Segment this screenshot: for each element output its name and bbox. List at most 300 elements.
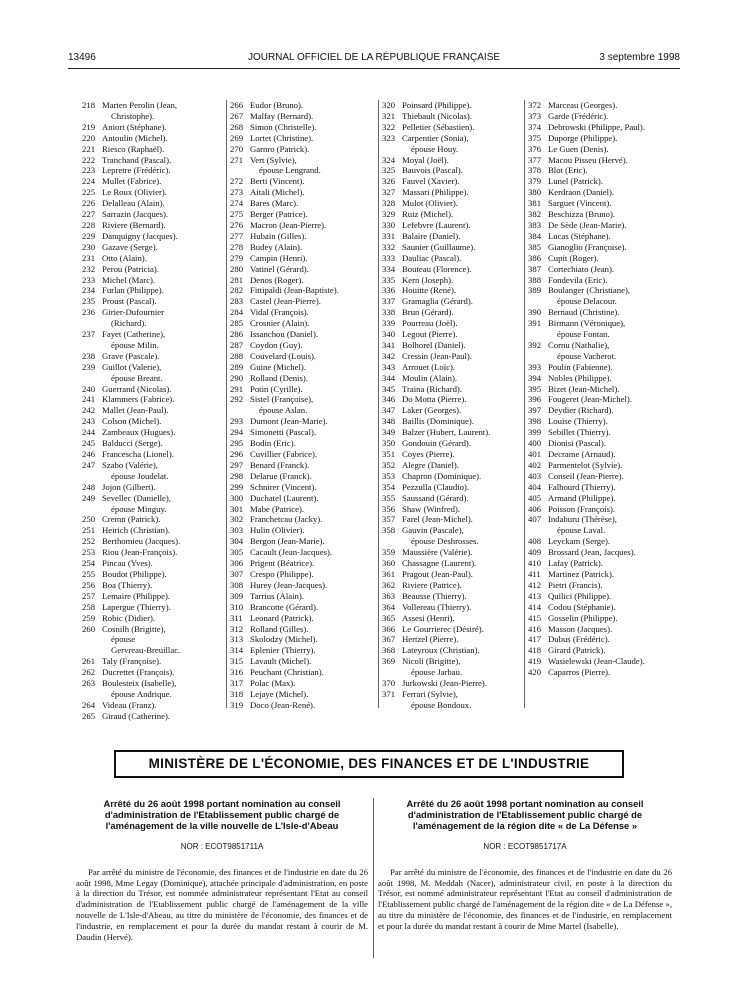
entry-name: Duchatel (Laurent). — [250, 492, 319, 503]
decree-nor: NOR : ECOT9851717A — [483, 841, 567, 851]
entry-name: Riviere (Patrice). — [402, 579, 462, 590]
entry-name: Cuvillier (Fabrice). — [250, 449, 318, 459]
entry-name: Vert (Sylvie), — [250, 154, 297, 165]
list-item — [528, 569, 688, 580]
entry-number: 400 — [528, 438, 542, 449]
entry-name: Saunier (Guillaume). — [402, 241, 476, 252]
entry-name: Hertzel (Pierre). — [402, 634, 459, 645]
entry-name: Coydon (Guy). — [250, 339, 303, 350]
entry-name: Wasielewski (Jean-Claude). — [548, 656, 645, 667]
entry-name: Bares (Marc). — [250, 198, 299, 209]
entry-name: Legout (Pierre). — [402, 329, 458, 340]
entry-name: Videau (Franz). — [102, 699, 157, 710]
entry-number: 276 — [230, 219, 244, 230]
entry-number: 254 — [82, 558, 96, 569]
list-item — [528, 242, 688, 253]
list-item — [528, 165, 688, 176]
list-item — [82, 449, 223, 460]
entry-continuation: épouse Milin. — [111, 339, 159, 350]
entry-name: Dionisi (Pascal). — [548, 438, 606, 449]
entry-name: Girard (Patrick). — [548, 645, 606, 656]
entry-number: 388 — [528, 274, 542, 285]
entry-name: Chapron (Dominique). — [402, 470, 482, 481]
entry-number: 414 — [528, 601, 542, 612]
entry-name: Le Guen (Denis). — [548, 143, 609, 154]
entry-name: Saussand (Gérard). — [402, 492, 469, 503]
list-item — [382, 416, 520, 427]
list-item — [528, 667, 688, 678]
entry-name: Sarrazin (Jacques). — [102, 209, 169, 220]
entry-name: Cortechiato (Jean). — [548, 263, 615, 274]
entry-name: Gianoglio (Françoise). — [548, 241, 627, 252]
list-item — [230, 689, 375, 700]
list-item — [528, 384, 688, 395]
list-item — [82, 351, 223, 362]
entry-continuation: épouse Aslan. — [259, 405, 308, 416]
entry-continuation: épouse Fontan. — [557, 329, 610, 340]
entry-number: 374 — [528, 121, 542, 132]
list-item — [230, 514, 375, 525]
list-item — [528, 547, 688, 558]
entry-number: 410 — [528, 558, 542, 569]
entry-number: 294 — [230, 427, 244, 438]
entry-name: Sevellec (Danielle), — [102, 492, 171, 503]
list-item — [382, 155, 520, 166]
entry-number: 232 — [82, 263, 96, 274]
entry-name: Franchetcau (Jacky). — [250, 514, 323, 525]
entry-name: Balzer (Hubert, Laurent). — [402, 427, 491, 438]
list-item — [230, 624, 375, 635]
list-item — [528, 504, 688, 515]
list-item — [382, 689, 520, 700]
list-item — [528, 613, 688, 624]
entry-name: Codou (Stéphanie). — [548, 601, 616, 612]
entry-number: 404 — [528, 481, 542, 492]
entry-name: Dumont (Jean-Marie). — [250, 416, 328, 427]
list-item — [82, 482, 223, 493]
entry-name: Cupit (Roger). — [548, 252, 599, 263]
entry-number: 376 — [528, 143, 542, 154]
list-item — [230, 416, 375, 427]
entry-name: Gramaglia (Gérard). — [402, 296, 473, 307]
entry-number: 362 — [382, 579, 396, 590]
list-item — [528, 318, 688, 329]
entry-name: Fondevila (Eric). — [548, 274, 608, 285]
decree-body: Par arrêté du ministre de l'économie, des finances et de l'industrie en date du 26 août 1998, M. Meddah (Nacer), administrateur civil, en poste à la direction du Trésor, est nommé administrateur représentant l'Etat au conseil d'administration de l'Etablissement public chargé de l'aménagement de la région dite « de La Défense », au titre du ministère de l'économie, des finances et de l'industrie, en remplacement et pour la durée du mandat restant à courir de Mme Martel (Isabelle). — [378, 866, 672, 932]
entry-name: Moyal (Joël). — [402, 154, 449, 165]
entry-number: 344 — [382, 372, 396, 383]
entry-number: 292 — [230, 394, 244, 405]
entry-number: 333 — [382, 252, 396, 263]
entry-number: 285 — [230, 318, 244, 329]
list-item — [528, 155, 688, 166]
entry-number: 386 — [528, 252, 542, 263]
list-item — [230, 569, 375, 580]
list-item — [82, 602, 223, 613]
entry-number: 342 — [382, 350, 396, 361]
entry-number: 332 — [382, 241, 396, 252]
list-item — [230, 438, 375, 449]
entry-name: Tranchand (Pascal). — [102, 154, 172, 165]
entry-name: Ferrari (Sylvie), — [402, 688, 458, 699]
entry-name: Bauvois (Pascal). — [402, 165, 463, 176]
entry-number: 360 — [382, 558, 396, 569]
entry-name: Heirich (Christian). — [102, 525, 171, 536]
entry-number: 242 — [82, 405, 96, 416]
entry-name: Brancotte (Gérard). — [250, 601, 319, 612]
list-item — [230, 373, 375, 384]
entry-name: Jurkowski (Jean-Pierre). — [402, 678, 487, 689]
list-item — [382, 307, 520, 318]
entry-number: 243 — [82, 416, 96, 427]
list-item — [230, 187, 375, 198]
entry-number: 373 — [528, 110, 542, 121]
entry-number: 413 — [528, 590, 542, 601]
name-list-column-2 — [230, 100, 375, 711]
entry-number: 230 — [82, 241, 96, 252]
entry-name: Fougeret (Jean-Michel). — [548, 394, 632, 405]
entry-continuation: épouse Bondoux. — [411, 699, 472, 710]
list-item — [230, 634, 375, 645]
entry-number: 357 — [382, 514, 396, 525]
entry-name: Lepretre (Frédéric). — [102, 165, 171, 176]
list-item — [382, 373, 520, 384]
entry-name: Poinsard (Philippe). — [402, 100, 472, 110]
name-list-column-4 — [528, 100, 688, 678]
entry-number: 251 — [82, 525, 96, 536]
list-item — [528, 144, 688, 155]
name-list-column-1 — [82, 100, 223, 722]
entry-name: Bodin (Eric). — [250, 438, 296, 449]
entry-number: 308 — [230, 579, 244, 590]
entry-number: 370 — [382, 678, 396, 689]
list-item — [230, 504, 375, 515]
entry-name: Mabe (Patrice). — [250, 503, 305, 514]
entry-name: Lapergue (Thierry). — [102, 601, 171, 612]
list-item — [82, 296, 223, 307]
entry-number: 367 — [382, 634, 396, 645]
list-item — [230, 602, 375, 613]
list-item — [528, 645, 688, 656]
list-item — [82, 405, 223, 416]
list-item — [528, 307, 688, 318]
entry-number: 300 — [230, 492, 244, 503]
entry-number: 239 — [82, 361, 96, 372]
entry-number: 286 — [230, 329, 244, 340]
entry-number: 419 — [528, 656, 542, 667]
list-item — [528, 253, 688, 264]
entry-name: Berthomieu (Jacques). — [102, 536, 181, 547]
entry-continuation: épouse Houy. — [411, 143, 459, 154]
list-item — [230, 471, 375, 482]
list-item — [230, 133, 375, 144]
list-item — [82, 656, 223, 667]
entry-number: 270 — [230, 143, 244, 154]
entry-name: Gosselin (Philippe). — [548, 612, 618, 623]
entry-number: 306 — [230, 558, 244, 569]
entry-name: Laker (Georges). — [402, 405, 462, 416]
list-item — [528, 536, 688, 547]
list-item — [382, 285, 520, 296]
entry-name: Vidal (François). — [250, 307, 309, 318]
entry-number: 351 — [382, 449, 396, 459]
entry-number: 255 — [82, 568, 96, 579]
entry-name: Furlan (Philippe). — [102, 285, 164, 296]
list-item — [382, 493, 520, 504]
entry-number: 278 — [230, 241, 244, 252]
entry-number: 310 — [230, 601, 244, 612]
entry-continuation: Christophe). — [111, 110, 155, 121]
column-divider — [378, 100, 379, 708]
list-item — [230, 275, 375, 286]
list-item — [82, 264, 223, 275]
list-item — [382, 504, 520, 515]
list-item — [230, 667, 375, 678]
entry-name: Traina (Richard). — [402, 383, 462, 394]
entry-name: Antoulin (Michel). — [102, 132, 168, 143]
list-item — [230, 220, 375, 231]
list-item — [82, 427, 223, 438]
list-item — [230, 209, 375, 220]
list-item — [382, 514, 520, 525]
list-item — [528, 373, 688, 384]
list-item — [230, 253, 375, 264]
list-item — [528, 460, 688, 471]
list-item — [382, 634, 520, 645]
list-item — [82, 133, 223, 144]
entry-name: Balducci (Serge). — [102, 438, 163, 449]
entry-number: 291 — [230, 383, 244, 394]
entry-number: 287 — [230, 339, 244, 350]
list-item — [528, 591, 688, 602]
entry-number: 253 — [82, 547, 96, 558]
entry-name: Kern (Joseph). — [402, 274, 454, 285]
list-item — [230, 242, 375, 253]
list-item — [82, 165, 223, 176]
entry-number: 266 — [230, 100, 244, 110]
list-item — [82, 329, 223, 340]
list-item — [230, 536, 375, 547]
entry-number: 409 — [528, 547, 542, 558]
entry-number: 281 — [230, 274, 244, 285]
entry-number: 330 — [382, 219, 396, 230]
list-item — [82, 122, 223, 133]
list-item — [382, 602, 520, 613]
list-item — [230, 155, 375, 166]
entry-name: Zambeaux (Hugues). — [102, 427, 176, 438]
entry-name: Pragout (Jean-Paul). — [402, 568, 473, 579]
entry-number: 237 — [82, 329, 96, 340]
entry-name: Leonard (Patrick). — [250, 612, 314, 623]
list-item — [382, 678, 520, 689]
list-item — [528, 514, 688, 525]
entry-name: Colson (Michel). — [102, 416, 162, 427]
entry-name: Boudot (Philippe). — [102, 568, 167, 579]
entry-name: Hurey (Jean-Jacques). — [250, 579, 328, 590]
page-number: 13496 — [68, 52, 96, 63]
list-item — [230, 656, 375, 667]
entry-continuation: épouse Breant. — [111, 372, 163, 383]
entry-name: Blot (Eric). — [548, 165, 588, 176]
entry-name: Falhourd (Thierry). — [548, 481, 616, 492]
list-item — [82, 591, 223, 602]
list-item — [528, 405, 688, 416]
entry-name: Michel (Marc). — [102, 274, 156, 285]
list-item — [230, 351, 375, 362]
entry-name: Macron (Jean-Pierre). — [250, 219, 327, 230]
list-item — [382, 165, 520, 176]
entry-name: Pietri (Francis). — [548, 579, 603, 590]
list-item — [382, 351, 520, 362]
entry-name: Eudor (Bruno). — [250, 100, 304, 110]
entry-name: Schnirer (Vincent). — [250, 481, 317, 492]
entry-number: 397 — [528, 405, 542, 416]
list-item — [382, 405, 520, 416]
entry-name: Peuchant (Christian). — [250, 667, 324, 678]
list-item — [82, 514, 223, 525]
list-item — [230, 198, 375, 209]
entry-number: 228 — [82, 219, 96, 230]
entry-name: Nicoli (Brigitte), — [402, 656, 461, 667]
entry-name: Cornu (Nathalie), — [548, 339, 610, 350]
entry-number: 396 — [528, 394, 542, 405]
entry-name: Marceau (Georges). — [548, 100, 618, 110]
entry-number: 315 — [230, 656, 244, 667]
entry-continuation: Gervreau-Breuillac. — [111, 645, 181, 656]
header-rule — [68, 68, 680, 69]
list-item — [382, 242, 520, 253]
entry-name: Maussière (Valérie). — [402, 547, 473, 558]
entry-number: 259 — [82, 612, 96, 623]
list-item — [382, 645, 520, 656]
entry-name: Lejaye (Michel). — [250, 688, 309, 699]
list-item — [82, 253, 223, 264]
entry-name: Hulin (Olivier). — [250, 525, 305, 536]
entry-number: 219 — [82, 121, 96, 132]
list-item — [382, 340, 520, 351]
entry-number: 279 — [230, 252, 244, 263]
entry-name: Benard (Franck). — [250, 459, 310, 470]
entry-number: 303 — [230, 525, 244, 536]
list-item — [528, 264, 688, 275]
entry-name: Massari (Philippe). — [402, 187, 469, 198]
entry-name: Coyes (Pierre). — [402, 449, 455, 459]
decree-nor: NOR : ECOT9851711A — [180, 841, 264, 851]
entry-name: Duporge (Philippe). — [548, 132, 618, 143]
entry-name: Malfay (Bernard). — [250, 110, 314, 121]
entry-number: 271 — [230, 154, 244, 165]
list-item — [528, 602, 688, 613]
entry-name: Crespo (Philippe). — [250, 568, 314, 579]
list-item — [528, 394, 688, 405]
list-item — [230, 264, 375, 275]
entry-number: 402 — [528, 459, 542, 470]
entry-name: Macou Pisseu (Hervé). — [548, 154, 628, 165]
list-item — [82, 275, 223, 286]
entry-name: Boulesteix (Isabelle), — [102, 678, 177, 689]
entry-name: Martinez (Patrick). — [548, 568, 615, 579]
list-item — [82, 624, 223, 635]
list-item — [82, 536, 223, 547]
list-item — [382, 558, 520, 569]
list-item — [382, 111, 520, 122]
entry-name: Bernaud (Christine). — [548, 307, 620, 318]
entry-number: 277 — [230, 230, 244, 241]
entry-name: Decrame (Arnaud). — [548, 449, 616, 459]
entry-number: 318 — [230, 688, 244, 699]
entry-number: 298 — [230, 470, 244, 481]
entry-number: 307 — [230, 568, 244, 579]
entry-number: 390 — [528, 307, 542, 318]
entry-number: 354 — [382, 481, 396, 492]
entry-name: Caparros (Pierre). — [548, 667, 611, 678]
entry-continuation: épouse Andrique. — [111, 688, 172, 699]
entry-number: 250 — [82, 514, 96, 525]
entry-number: 223 — [82, 165, 96, 176]
entry-number: 288 — [230, 350, 244, 361]
list-item — [528, 482, 688, 493]
list-item — [82, 667, 223, 678]
decree-title: Arrêté du 26 août 1998 portant nomination au conseil d'administration de l'Etablissement public chargé de l'aménagement de la ville nouvelle de L'Isle-d'Abeau — [103, 798, 341, 832]
entry-number: 297 — [230, 459, 244, 470]
list-item — [528, 220, 688, 231]
list-item — [382, 318, 520, 329]
list-item — [382, 264, 520, 275]
list-item — [382, 569, 520, 580]
list-item — [230, 645, 375, 656]
entry-name: Cosnilh (Brigitte), — [102, 623, 166, 634]
entry-number: 355 — [382, 492, 396, 503]
entry-name: Girier-Dufournier — [102, 307, 165, 318]
entry-number: 375 — [528, 132, 542, 143]
entry-continuation: épouse Lengrand. — [259, 165, 321, 176]
decree-la-defense — [378, 798, 672, 932]
page-header — [68, 52, 680, 68]
list-item — [382, 384, 520, 395]
entry-name: Cacault (Jean-Jacques). — [250, 547, 333, 558]
list-item — [230, 122, 375, 133]
entry-name: Guine (Michel). — [250, 361, 306, 372]
entry-number: 262 — [82, 667, 96, 678]
list-item — [230, 580, 375, 591]
entry-name: Bergon (Jean-Marie). — [250, 536, 325, 547]
entry-number: 222 — [82, 154, 96, 165]
entry-name: Riou (Jean-François). — [102, 547, 178, 558]
list-item — [82, 678, 223, 689]
entry-number: 381 — [528, 198, 542, 209]
entry-name: Lemaire (Philippe). — [102, 590, 171, 601]
list-item — [230, 482, 375, 493]
entry-number: 350 — [382, 438, 396, 449]
entry-number: 349 — [382, 427, 396, 438]
entry-number: 233 — [82, 274, 96, 285]
list-item — [82, 209, 223, 220]
entry-number: 363 — [382, 590, 396, 601]
issue-date: 3 septembre 1998 — [599, 52, 680, 63]
entry-number: 328 — [382, 198, 396, 209]
list-item — [230, 329, 375, 340]
list-item — [230, 307, 375, 318]
entry-number: 358 — [382, 525, 396, 536]
entry-continuation: épouse Joudelat. — [111, 470, 169, 481]
entry-number: 264 — [82, 699, 96, 710]
entry-number: 268 — [230, 121, 244, 132]
list-item — [82, 460, 223, 471]
entry-number: 304 — [230, 536, 244, 547]
entry-number: 245 — [82, 438, 96, 449]
column-divider — [226, 100, 227, 708]
list-item — [82, 493, 223, 504]
